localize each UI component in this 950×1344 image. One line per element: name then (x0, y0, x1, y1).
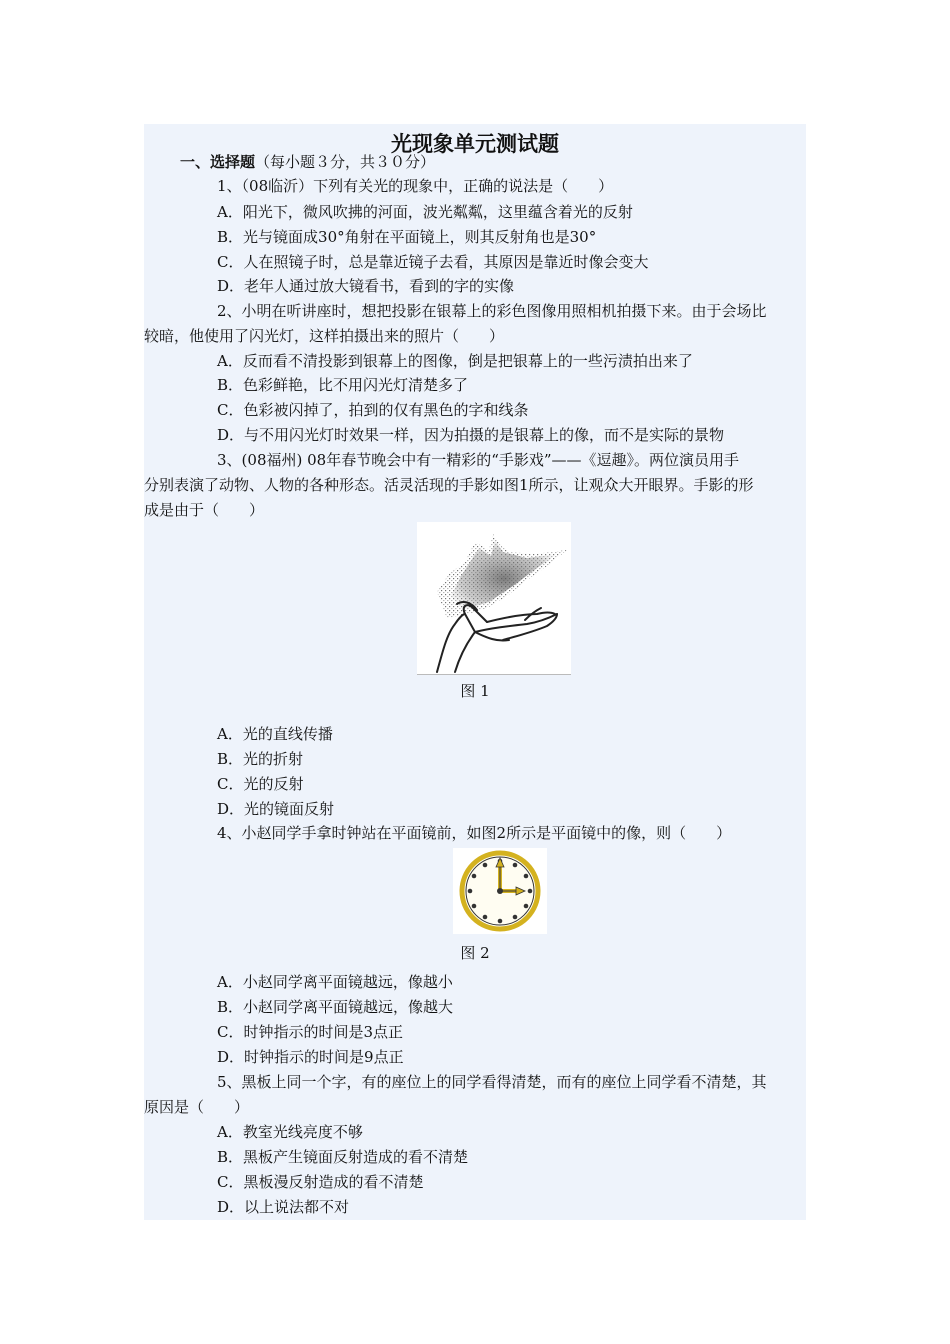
q1-option-b: B．光与镜面成30°角射在平面镜上，则其反射角也是30° (217, 228, 597, 246)
q5-option-c: C．黑板漫反射造成的看不清楚 (217, 1173, 424, 1191)
q4-option-a: A．小赵同学离平面镜越远，像越小 (217, 973, 453, 991)
clock-icon (453, 848, 547, 934)
q3-option-c: C．光的反射 (217, 775, 304, 793)
section-label: 一、选择题 (180, 153, 256, 171)
figure2-caption: 图 2 (460, 944, 490, 962)
exam-sheet (144, 124, 806, 1220)
figure1-caption: 图 1 (460, 682, 490, 700)
q5-option-b: B．黑板产生镜面反射造成的看不清楚 (217, 1148, 469, 1166)
q1-option-d: D．老年人通过放大镜看书，看到的字的实像 (217, 277, 515, 295)
q5-stem-line2: 原因是（ ） (144, 1098, 250, 1116)
q4-option-b: B．小赵同学离平面镜越远，像越大 (217, 998, 454, 1016)
q4-option-d: D．时钟指示的时间是9点正 (217, 1048, 404, 1066)
shadow-animal (437, 534, 567, 618)
q2-option-b: B．色彩鲜艳，比不用闪光灯清楚多了 (217, 376, 469, 394)
section-note: （每小题３分，共３０分） (255, 153, 436, 171)
q3-stem-line1: 3、(08福州) 08年春节晚会中有一精彩的“手影戏”——《逗趣》。两位演员用手 (217, 451, 740, 469)
q3-option-b: B．光的折射 (217, 750, 304, 768)
q3-option-d: D．光的镜面反射 (217, 800, 335, 818)
q2-option-d: D．与不用闪光灯时效果一样，因为拍摄的是银幕上的像，而不是实际的景物 (217, 426, 725, 444)
q2-stem-line1: 2、小明在听讲座时，想把投影在银幕上的彩色图像用照相机拍摄下来。由于会场比 (217, 302, 767, 320)
clock-figure (453, 848, 547, 934)
q3-stem-line3: 成是由于（ ） (144, 501, 265, 519)
page-title: 光现象单元测试题 (391, 132, 559, 156)
q4-option-c: C．时钟指示的时间是3点正 (217, 1023, 404, 1041)
q3-stem-line2: 分别表演了动物、人物的各种形态。活灵活现的手影如图1所示，让观众大开眼界。手影的形 (144, 476, 754, 494)
q2-option-c: C．色彩被闪掉了，拍到的仅有黑色的字和线条 (217, 401, 529, 419)
q1-option-c: C．人在照镜子时，总是靠近镜子去看，其原因是靠近时像会变大 (217, 253, 649, 271)
q4-stem: 4、小赵同学手拿时钟站在平面镜前，如图2所示是平面镜中的像，则（ ） (217, 824, 732, 842)
q1-option-a: A．阳光下，微风吹拂的河面，波光粼粼，这里蕴含着光的反射 (217, 203, 633, 221)
q2-stem-line2: 较暗，他使用了闪光灯，这样拍摄出来的照片（ ） (144, 327, 505, 345)
q5-stem-line1: 5、黑板上同一个字，有的座位上的同学看得清楚，而有的座位上同学看不清楚，其 (217, 1073, 767, 1091)
hand-shadow-figure (417, 522, 571, 675)
hand-shadow-image (417, 522, 571, 674)
section-heading (180, 152, 435, 172)
q3-option-a: A．光的直线传播 (217, 725, 333, 743)
q1-stem: 1、（08临沂）下列有关光的现象中，正确的说法是（ ） (217, 177, 614, 195)
q2-option-a: A．反而看不清投影到银幕上的图像，倒是把银幕上的一些污渍拍出来了 (217, 352, 693, 370)
q5-option-a: A．教室光线亮度不够 (217, 1123, 363, 1141)
q5-option-d: D．以上说法都不对 (217, 1198, 350, 1216)
